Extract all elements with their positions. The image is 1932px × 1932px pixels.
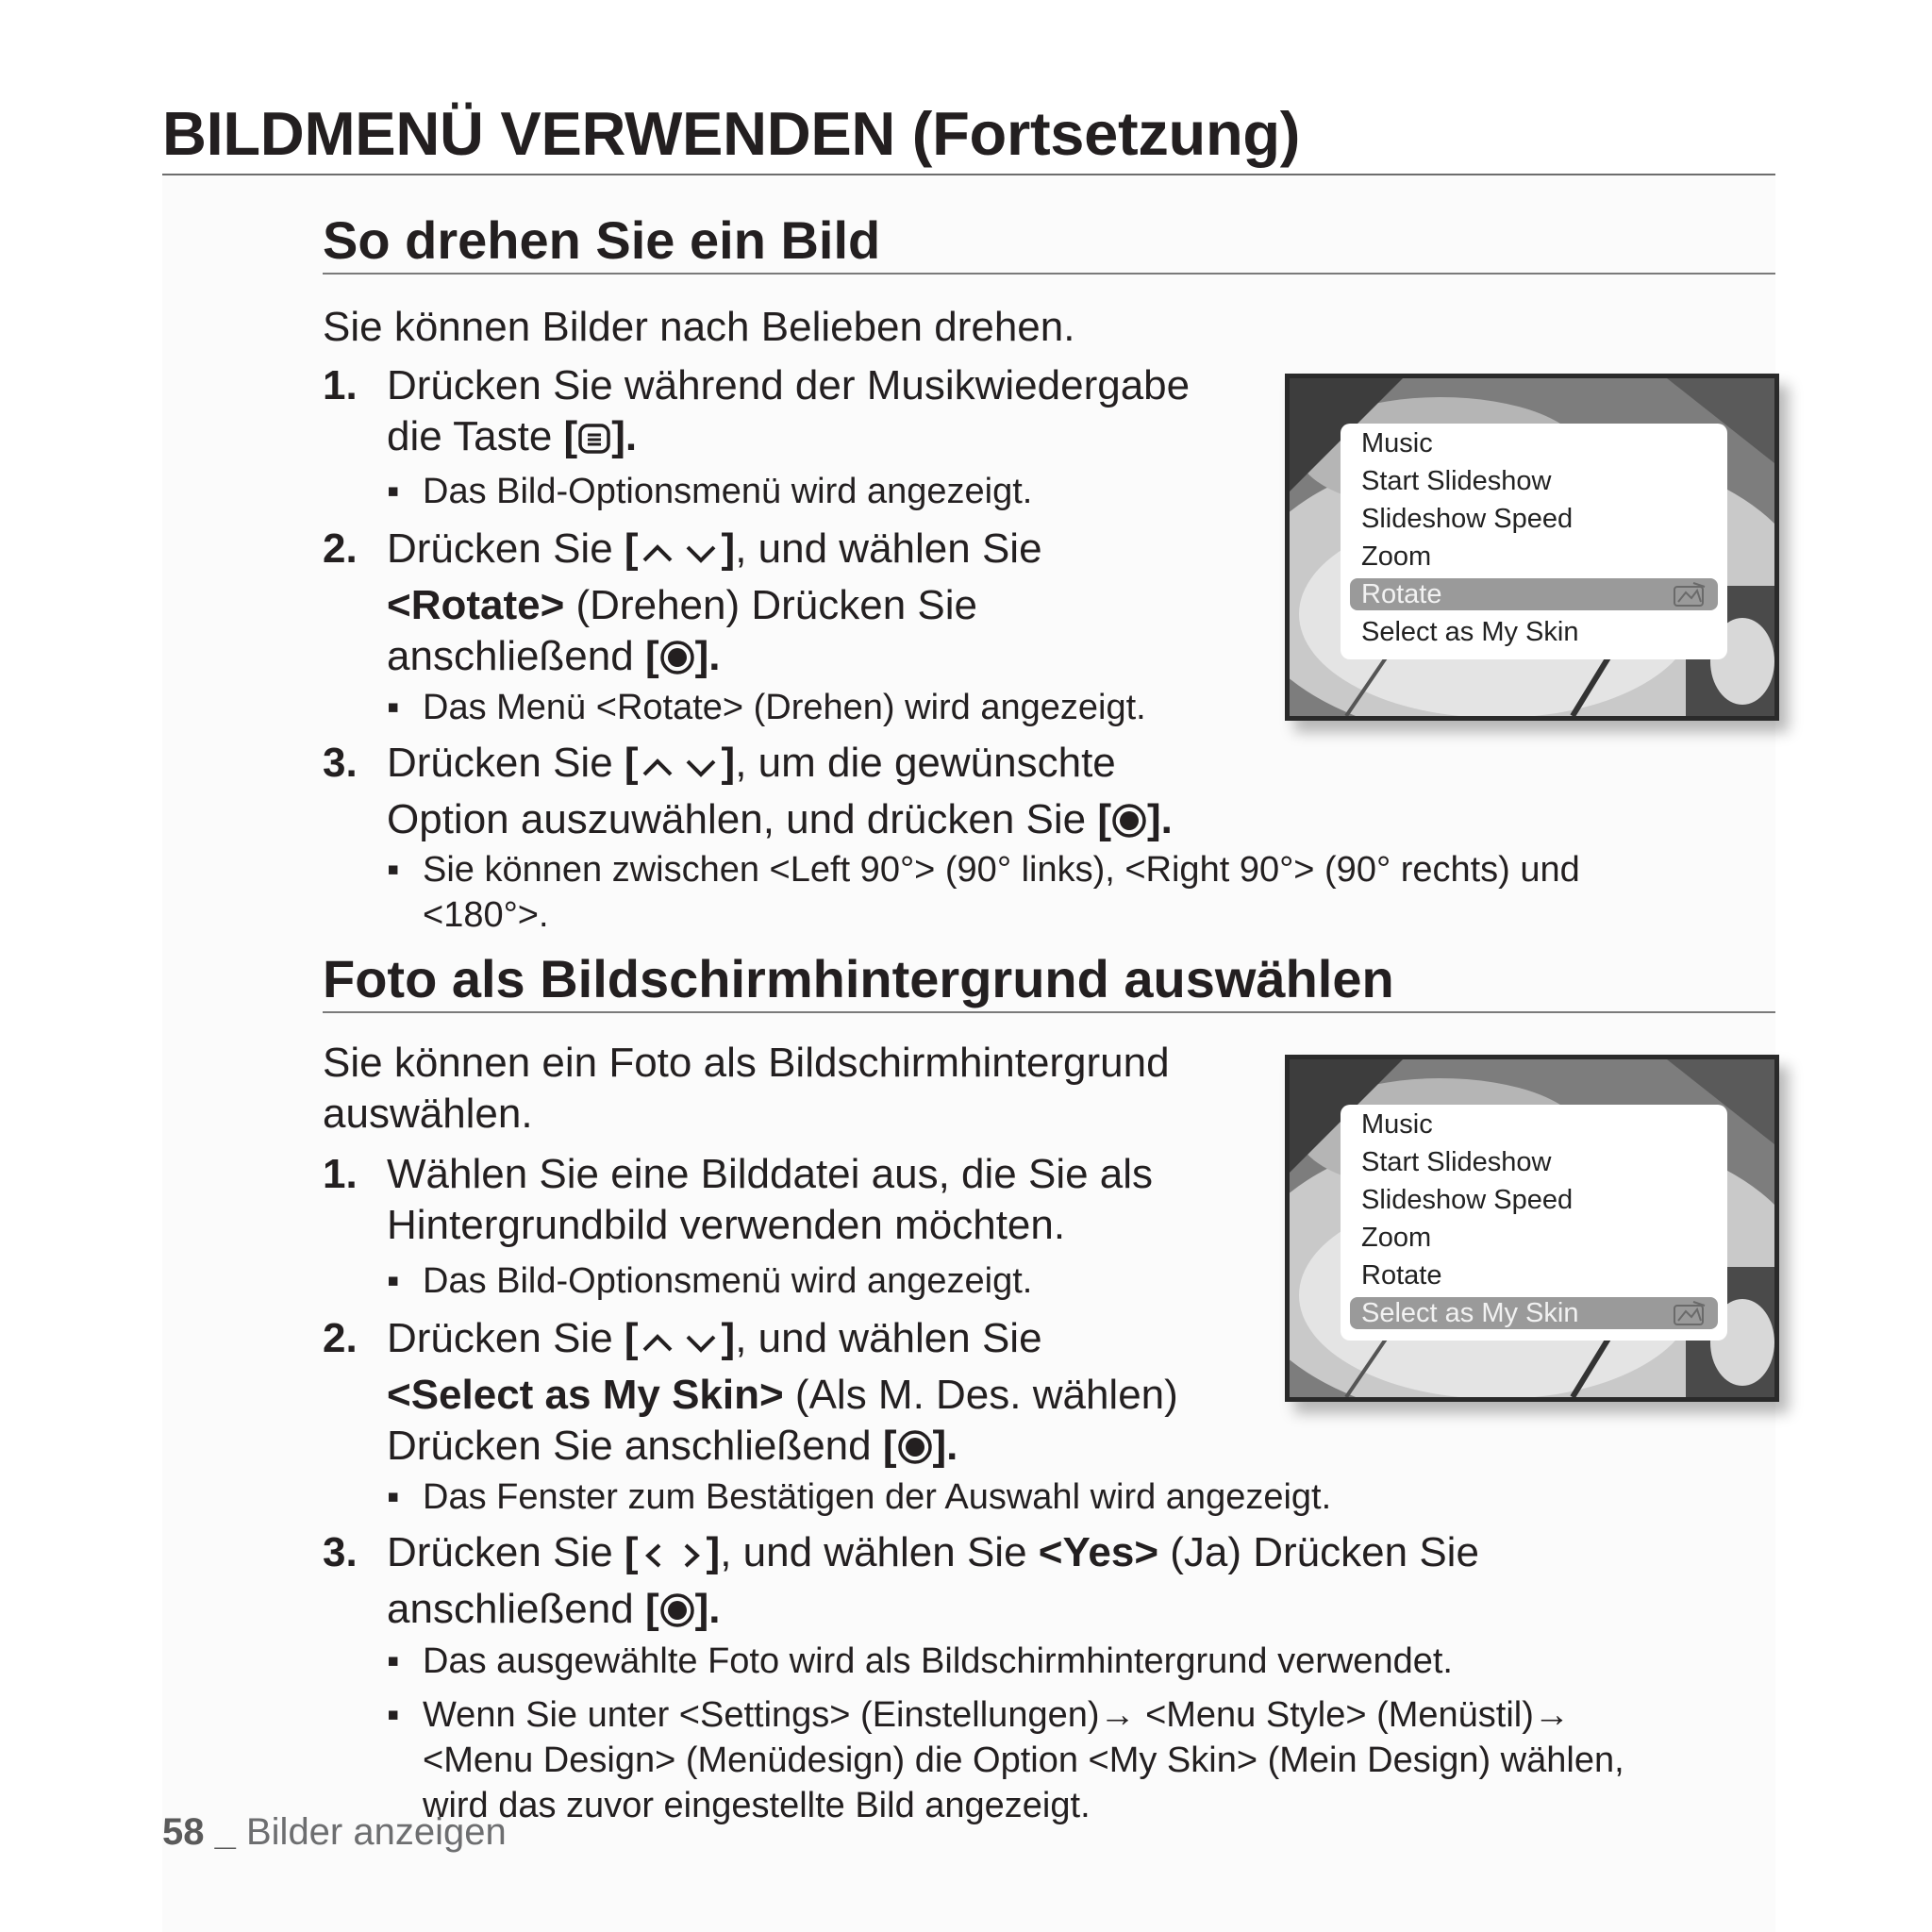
square-bullet-icon: ▪ [387, 688, 400, 727]
menu-item-zoom[interactable]: Zoom [1361, 1223, 1432, 1253]
step-text: Drücken Sie [ ], und wählen Sie <Rotate> (Drehen) Drücken Sie anschließend [ ]. [387, 524, 1042, 688]
select-key-icon [1111, 800, 1147, 851]
page-title: BILDMENÜ VERWENDEN (Fortsetzung) [162, 99, 1301, 168]
skin-selection-icon [1673, 581, 1707, 615]
menu-item-rotate[interactable]: Rotate [1350, 578, 1718, 610]
step-text: Drücken Sie während der Musikwiedergabe die Taste [ ]. [387, 360, 1190, 468]
section-divider-rotate [323, 273, 1775, 275]
menu-item-start-slideshow[interactable]: Start Slideshow [1361, 466, 1552, 496]
left-right-key-icon [639, 1533, 707, 1584]
menu-item-music[interactable]: Music [1361, 1109, 1433, 1140]
step-number: 3. [323, 1529, 358, 1575]
step-text: Drücken Sie [ ], und wählen Sie <Yes> (Ja) Drücken Sie anschließend [ ]. [387, 1527, 1479, 1641]
step-text: Drücken Sie [ ], und wählen Sie <Select as My Skin> (Als M. Des. wählen) Drücken Sie anschließend [ ]. [387, 1313, 1178, 1477]
chapter-name: Bilder anzeigen [245, 1811, 507, 1853]
page-number: 58 _ [162, 1811, 236, 1853]
device-screen-skin [1285, 1055, 1779, 1402]
menu-item-select-as-my-skin[interactable]: Select as My Skin [1361, 617, 1579, 647]
step-text: Drücken Sie [ ], um die gewünschte Option auszuwählen, und drücken Sie [ ]. [387, 738, 1173, 851]
step-number: 1. [323, 1151, 358, 1197]
select-key-icon [659, 637, 695, 688]
menu-item-rotate[interactable]: Rotate [1361, 1260, 1442, 1291]
step-number: 2. [323, 1315, 358, 1361]
menu-item-start-slideshow[interactable]: Start Slideshow [1361, 1147, 1552, 1177]
menu-key-icon [577, 417, 611, 468]
square-bullet-icon: ▪ [387, 1641, 400, 1681]
step-number: 3. [323, 740, 358, 786]
title-divider [162, 174, 1775, 175]
step-number: 2. [323, 525, 358, 572]
section-title-skin: Foto als Bildschirmhintergrund auswählen [323, 949, 1394, 1008]
menu-item-zoom[interactable]: Zoom [1361, 541, 1432, 572]
menu-item-slideshow-speed[interactable]: Slideshow Speed [1361, 1185, 1574, 1215]
device-screen-rotate [1285, 374, 1779, 721]
up-down-key-icon [639, 743, 722, 794]
step-number: 1. [323, 362, 358, 408]
section-title-rotate: So drehen Sie ein Bild [323, 210, 881, 270]
up-down-key-icon [639, 529, 722, 580]
up-down-key-icon [639, 1319, 722, 1370]
menu-item-music[interactable]: Music [1361, 428, 1433, 458]
square-bullet-icon: ▪ [387, 850, 400, 890]
image-options-menu [1341, 1105, 1727, 1341]
rotate-intro: Sie können Bilder nach Belieben drehen. [323, 304, 1075, 350]
square-bullet-icon: ▪ [387, 1695, 400, 1735]
select-key-icon [659, 1590, 695, 1641]
menu-item-slideshow-speed[interactable]: Slideshow Speed [1361, 504, 1574, 534]
section-divider-skin [323, 1011, 1775, 1013]
square-bullet-icon: ▪ [387, 1477, 400, 1517]
square-bullet-icon: ▪ [387, 472, 400, 511]
select-key-icon [897, 1426, 933, 1477]
step-text: Wählen Sie eine Bilddatei aus, die Sie als Hintergrundbild verwenden möchten. [387, 1151, 1154, 1248]
menu-item-select-as-my-skin[interactable]: Select as My Skin [1350, 1297, 1718, 1329]
square-bullet-icon: ▪ [387, 1261, 400, 1301]
skin-selection-icon [1673, 1300, 1707, 1334]
page-footer [162, 1811, 507, 1854]
image-options-menu [1341, 424, 1727, 659]
skin-intro: Sie können ein Foto als Bildschirmhintergrund auswählen. [323, 1040, 1170, 1137]
